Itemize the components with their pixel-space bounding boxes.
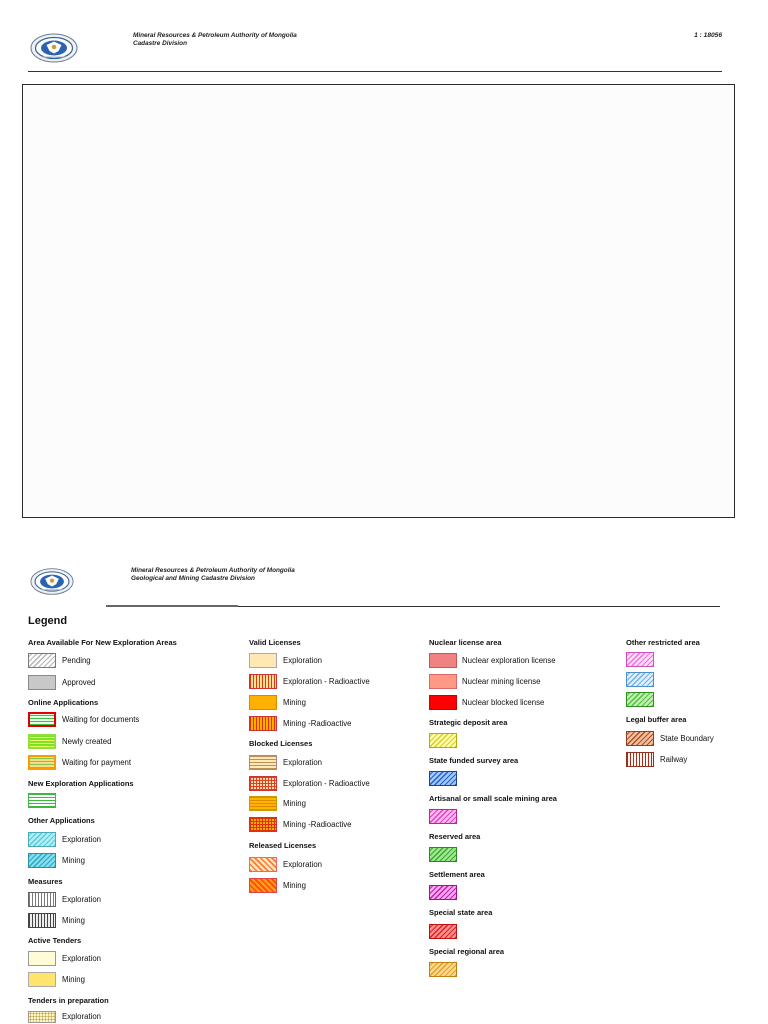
legend-heading: Online Applications (28, 698, 99, 707)
state-funded-survey-swatch (429, 771, 457, 786)
legend-item-label: Waiting for documents (62, 714, 140, 724)
legend-header-division-name: Geological and Mining Cadastre Division (131, 575, 255, 582)
legend-heading: Legal buffer area (626, 715, 687, 724)
special-state-swatch (429, 924, 457, 939)
legend-item-label: Exploration (283, 655, 323, 665)
legend-item-label: Approved (62, 677, 96, 687)
legend-item-label: Mining (62, 855, 85, 865)
legend-item-newly-created (28, 734, 111, 749)
legend-item-valid-exploration-radioactive (249, 674, 370, 689)
legend-heading: Released Licenses (249, 841, 317, 850)
legend-item-label: Mining (283, 697, 306, 707)
tender-exploration-swatch (28, 951, 56, 966)
map-frame (22, 84, 735, 518)
nuclear-exploration-swatch (429, 653, 457, 668)
legend-item-state-funded-survey (429, 771, 457, 786)
legend-item-label: Mining (62, 915, 85, 925)
legend-item-tender-exploration (28, 951, 101, 966)
legend-item-label: Exploration (62, 894, 102, 904)
legend-item-released-mining (249, 878, 306, 893)
artisanal-mining-swatch (429, 809, 457, 824)
legend-item-blocked-exploration-radioactive (249, 776, 370, 791)
legend-heading: Area Available For New Exploration Areas (28, 638, 177, 647)
measures-mining-swatch (28, 913, 56, 928)
legend-item-other-exploration (28, 832, 101, 847)
legend-item-label: Exploration (62, 953, 102, 963)
legend-item-measures-exploration (28, 892, 101, 907)
legend-heading: Valid Licenses (249, 638, 301, 647)
nuclear-mining-swatch (429, 674, 457, 689)
legend-item-valid-exploration (249, 653, 322, 668)
legend-item-new-exploration (28, 793, 56, 808)
settlement-area-swatch (429, 885, 457, 900)
valid-mining-swatch (249, 695, 277, 710)
railway-swatch (626, 752, 654, 767)
map-scale: 1 : 18056 (694, 32, 722, 39)
other-restricted-green-swatch (626, 692, 654, 707)
legend-item-label: Mining (283, 798, 306, 808)
legend-item-nuclear-mining (429, 674, 540, 689)
released-exploration-swatch (249, 857, 277, 872)
legend-heading: Other restricted area (626, 638, 700, 647)
legend-item-label: Mining -Radioactive (283, 718, 352, 728)
blocked-mining-radioactive-swatch (249, 817, 277, 832)
legend-item-waiting-documents (28, 712, 139, 727)
legend-item-state-boundary (626, 731, 714, 746)
valid-exploration-radioactive-swatch (249, 674, 277, 689)
legend-item-label: Exploration (283, 859, 323, 869)
legend-heading: Settlement area (429, 870, 485, 879)
other-restricted-blue-swatch (626, 672, 654, 687)
legend-header-org-name: Mineral Resources & Petroleum Authority of Mongolia (131, 567, 295, 574)
legend-item-artisanal-mining (429, 809, 457, 824)
legend-item-other-restricted-3 (626, 692, 654, 707)
legend-item-nuclear-exploration (429, 653, 556, 668)
other-exploration-swatch (28, 832, 56, 847)
authority-logo (30, 33, 78, 68)
legend-title: Legend (28, 615, 68, 627)
legend-heading: Special state area (429, 908, 493, 917)
measures-exploration-swatch (28, 892, 56, 907)
legend-heading: Active Tenders (28, 936, 82, 945)
header-division-name: Cadastre Division (133, 40, 187, 47)
legend-item-prep-exploration (28, 1011, 101, 1023)
emblem-icon (30, 33, 78, 63)
legend-heading: State funded survey area (429, 756, 519, 765)
legend-heading: Other Applications (28, 816, 95, 825)
valid-exploration-swatch (249, 653, 277, 668)
legend-item-nuclear-blocked (429, 695, 544, 710)
legend-item-settlement-area (429, 885, 457, 900)
waiting-payment-swatch (28, 755, 56, 770)
legend-item-label: Exploration (62, 834, 102, 844)
pending-swatch (28, 653, 56, 668)
legend-item-blocked-mining-radioactive (249, 817, 351, 832)
approved-swatch (28, 675, 56, 690)
blocked-mining-swatch (249, 796, 277, 811)
other-mining-swatch (28, 853, 56, 868)
blocked-exploration-swatch (249, 755, 277, 770)
legend-item-label: Mining (283, 880, 306, 890)
header-org-block (133, 32, 297, 48)
valid-mining-radioactive-swatch (249, 716, 277, 731)
header-org-name: Mineral Resources & Petroleum Authority of Mongolia (133, 32, 297, 39)
legend-item-strategic-deposit (429, 733, 457, 748)
legend-heading: Artisanal or small scale mining area (429, 794, 557, 803)
legend-item-blocked-exploration (249, 755, 322, 770)
special-regional-swatch (429, 962, 457, 977)
legend-item-special-state (429, 924, 457, 939)
strategic-deposit-swatch (429, 733, 457, 748)
legend-item-other-mining (28, 853, 85, 868)
legend-item-valid-mining (249, 695, 306, 710)
legend-item-pending (28, 653, 91, 668)
legend-header-org-block (131, 567, 295, 583)
other-restricted-pink-swatch (626, 652, 654, 667)
legend-item-other-restricted-1 (626, 652, 654, 667)
legend-heading: Tenders in preparation (28, 996, 109, 1005)
legend-item-railway (626, 752, 687, 767)
legend-item-label: Mining -Radioactive (283, 819, 352, 829)
legend-item-label: Nuclear mining license (462, 676, 541, 686)
legend-item-label: Waiting for payment (62, 757, 132, 767)
legend-item-label: Exploration (62, 1012, 102, 1021)
new-exploration-swatch (28, 793, 56, 808)
emblem-icon (30, 567, 74, 596)
legend-item-label: Newly created (62, 736, 112, 746)
legend-item-label: Nuclear exploration license (462, 655, 556, 665)
state-boundary-swatch (626, 731, 654, 746)
legend-item-waiting-payment (28, 755, 131, 770)
legend-heading: Reserved area (429, 832, 481, 841)
legend-heading: Strategic deposit area (429, 718, 508, 727)
legend-item-reserved-area (429, 847, 457, 862)
waiting-documents-swatch (28, 712, 56, 727)
legend-item-label: Mining (62, 974, 85, 984)
legend-heading: Nuclear license area (429, 638, 502, 647)
legend-header-divider-accent (106, 605, 238, 607)
legend-item-label: Nuclear blocked license (462, 697, 545, 707)
reserved-area-swatch (429, 847, 457, 862)
legend-item-label: Exploration (283, 757, 323, 767)
legend-item-blocked-mining (249, 796, 306, 811)
legend-item-label: State Boundary (660, 733, 714, 743)
tender-mining-swatch (28, 972, 56, 987)
legend-item-measures-mining (28, 913, 85, 928)
nuclear-blocked-swatch (429, 695, 457, 710)
legend-item-label: Pending (62, 655, 91, 665)
legend-item-released-exploration (249, 857, 322, 872)
legend-item-valid-mining-radioactive (249, 716, 351, 731)
legend-item-approved (28, 675, 95, 690)
prep-exploration-swatch (28, 1011, 56, 1023)
legend-heading: Blocked Licenses (249, 739, 313, 748)
legend-item-label: Exploration - Radioactive (283, 778, 370, 788)
legend-item-other-restricted-2 (626, 672, 654, 687)
legend-item-special-regional (429, 962, 457, 977)
blocked-exploration-radioactive-swatch (249, 776, 277, 791)
newly-created-swatch (28, 734, 56, 749)
header-divider (28, 71, 722, 72)
legend-heading: Special regional area (429, 947, 505, 956)
legend-item-label: Exploration - Radioactive (283, 676, 370, 686)
legend-item-label: Railway (660, 754, 688, 764)
authority-logo (30, 567, 74, 601)
legend-item-tender-mining (28, 972, 85, 987)
legend-heading: New Exploration Applications (28, 779, 134, 788)
legend-heading: Measures (28, 877, 63, 886)
released-mining-swatch (249, 878, 277, 893)
